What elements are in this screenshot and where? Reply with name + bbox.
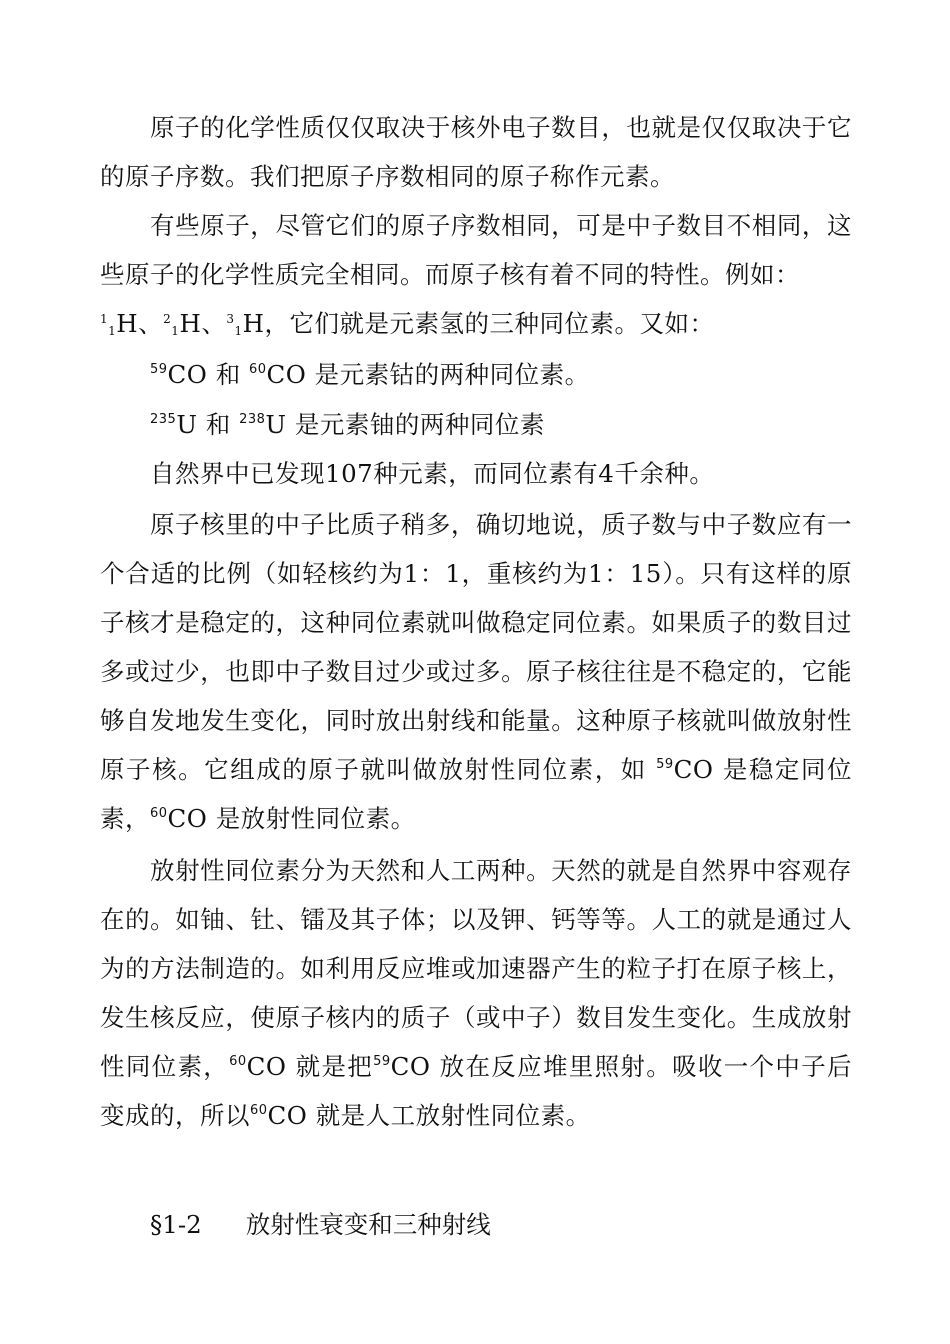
element-symbol: U [176, 410, 198, 439]
conjunction: 和 [215, 360, 241, 389]
isotope-mass-number: 60 [150, 806, 168, 821]
isotope-atomic-number: 1 [171, 324, 180, 338]
paragraph-text: 是放射性同位素。 [215, 804, 416, 833]
element-symbol: CO [267, 1101, 308, 1130]
element-symbol: CO [246, 1052, 287, 1081]
section-heading [150, 1200, 491, 1249]
element-symbol: U [265, 410, 287, 439]
isotope-mass-number: 235 [150, 412, 177, 427]
paragraph-cobalt-isotopes [100, 350, 852, 399]
isotope-mass-number: 60 [250, 1103, 268, 1118]
paragraph-text: 是元素铀的两种同位素 [294, 410, 545, 439]
section-number: §1-2 [150, 1210, 202, 1239]
element-symbol: CO [673, 755, 714, 784]
isotope-mass-number: 238 [239, 412, 266, 427]
element-symbol: CO [167, 360, 208, 389]
paragraph-text: 就是把 [295, 1052, 374, 1081]
element-symbol: CO [390, 1052, 431, 1081]
isotope-mass-number: 1 [100, 312, 109, 326]
paragraph-element-count [100, 449, 852, 498]
isotope-mass-number: 60 [229, 1054, 247, 1069]
isotope-mass-number: 59 [373, 1054, 391, 1069]
element-symbol: CO [266, 360, 307, 389]
paragraph-text: 是元素钴的两种同位素。 [314, 360, 590, 389]
paragraph-text: 就是人工放射性同位素。 [315, 1101, 591, 1130]
isotope-atomic-number: 1 [108, 324, 117, 338]
element-symbol: H [116, 309, 139, 338]
isotope-mass-number: 3 [226, 312, 235, 326]
isotope-mass-number: 2 [163, 312, 172, 326]
paragraph-text: 有些原子，尽管它们的原子序数相同，可是中子数目不相同，这些原子的化学性质完全相同。而原子核有着不同的特性。例如： [100, 211, 852, 289]
isotope-mass-number: 60 [248, 362, 267, 377]
conjunction: 和 [205, 410, 231, 439]
element-symbol: H [179, 309, 202, 338]
paragraph-natural-artificial [100, 846, 852, 1140]
paragraph-stable-radioactive [100, 500, 852, 843]
isotope-atomic-number: 1 [234, 324, 243, 338]
paragraph-text: 原子的化学性质仅仅取决于核外电子数目，也就是仅仅取决于它的原子序数。我们把原子序数相同的原子称作元素。 [100, 113, 852, 191]
paragraph-text: 放在反应堆里照射。吸收一个中子后变成的，所以 [100, 1052, 853, 1130]
isotope-mass-number: 59 [150, 362, 168, 377]
separator: 、 [138, 309, 164, 338]
paragraph-text: 放射性同位素分为天然和人工两种。天然的就是自然界中容观存在的。如铀、钍、镭及其子体；以及钾、钙等等。人工的就是通过人为的方法制造的。如利用反应堆或加速器产生的粒子打在原子核上，发生核反应，使原子核内的质子（或中子）数目发生变化。生成放射性同位素， [100, 856, 852, 1081]
paragraph-hydrogen-isotopes [100, 299, 852, 348]
isotope-mass-number: 59 [656, 757, 674, 772]
element-symbol: CO [167, 804, 208, 833]
paragraph-isotope-intro [100, 201, 852, 299]
paragraph-text: 原子核里的中子比质子稍多，确切地说，质子数与中子数应有一个合适的比例（如轻核约为1：1，重核约为1：15）。只有这样的原子核才是稳定的，这种同位素就叫做稳定同位素。如果质子的数目过多或过少，也即中子数目过少或过多。原子核往往是不稳定的，它能够自发地发生变化，同时放出射线和能量。这种原子核就叫做放射性原子核。它组成的原子就叫做放射性同位素，如 [100, 510, 852, 784]
separator: 、 [201, 309, 227, 338]
paragraph-text: ，它们就是元素氢的三种同位素。又如： [264, 309, 715, 338]
paragraph-element-definition [100, 103, 852, 201]
paragraph-uranium-isotopes [100, 400, 852, 449]
element-symbol: H [242, 309, 265, 338]
paragraph-text: 自然界中已发现107种元素，而同位素有4千余种。 [150, 459, 715, 488]
section-title: 放射性衰变和三种射线 [245, 1210, 491, 1239]
paragraph-text: 是稳定同位素， [100, 755, 852, 833]
